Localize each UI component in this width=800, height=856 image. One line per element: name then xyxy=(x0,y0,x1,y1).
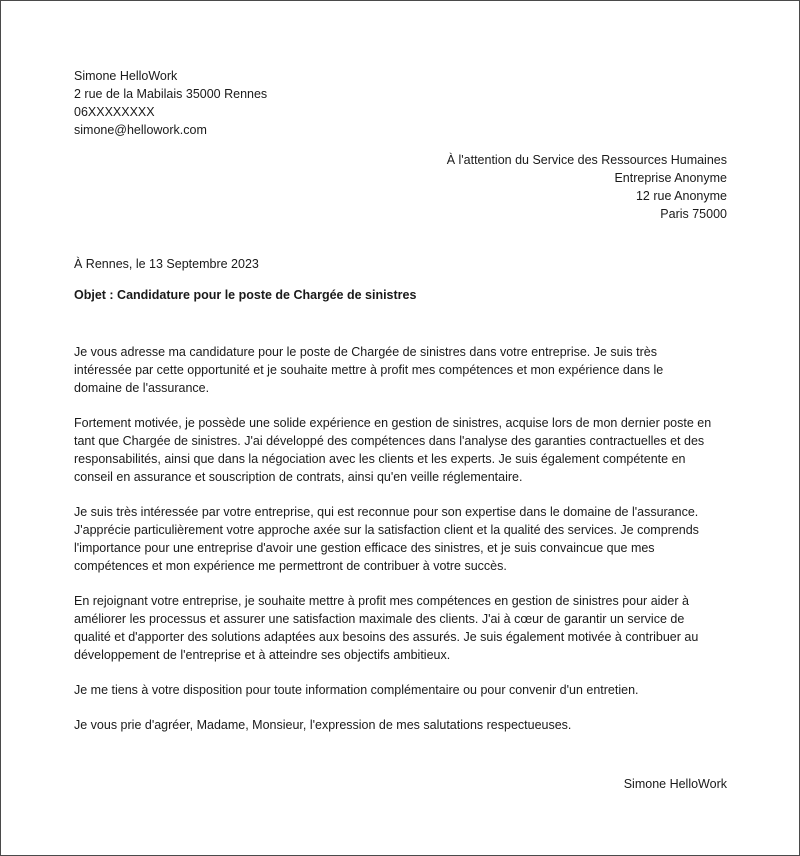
recipient-attention: À l'attention du Service des Ressources Humaines xyxy=(446,153,727,167)
paragraph-line: Je me tiens à votre disposition pour toute information complémentaire ou pour convenir d'un entretien. xyxy=(74,683,639,697)
recipient-block xyxy=(447,151,727,223)
paragraph-line: Je vous prie d'agréer, Madame, Monsieur, l'expression de mes salutations respectueuses. xyxy=(74,718,572,732)
body-paragraph xyxy=(74,343,734,397)
paragraph-line: responsabilités, ainsi que dans la négociation avec les clients et les experts. Je suis également compétente en xyxy=(74,452,686,466)
paragraph-line: Je suis très intéressée par votre entreprise, qui est reconnue pour son expertise dans le domaine de l'assurance. xyxy=(74,505,699,519)
paragraph-line: Fortement motivée, je possède une solide expérience en gestion de sinistres, acquise lors de mon dernier poste en xyxy=(74,416,712,430)
paragraph-line: Je vous adresse ma candidature pour le poste de Chargée de sinistres dans votre entreprise. Je suis très xyxy=(74,345,657,359)
sender-email: simone@hellowork.com xyxy=(74,123,207,137)
letter-body xyxy=(74,343,734,751)
sender-phone: 06XXXXXXXX xyxy=(74,105,155,119)
body-paragraph xyxy=(74,681,734,699)
paragraph-line: intéressée par cette opportunité et je souhaite mettre à profit mes compétences et mon expérience dans le xyxy=(74,363,664,377)
paragraph-line: domaine de l'assurance. xyxy=(74,381,210,395)
recipient-company: Entreprise Anonyme xyxy=(614,171,727,185)
paragraph-line: En rejoignant votre entreprise, je souhaite mettre à profit mes compétences en gestion de sinistres pour aider à xyxy=(74,594,689,608)
paragraph-line: qualité et d'apporter des solutions adaptées aux besoins des assurés. Je suis également motivée à contribuer au xyxy=(74,630,699,644)
body-paragraph xyxy=(74,716,734,734)
paragraph-line: améliorer les processus et assurer une satisfaction maximale des clients. J'ai à cœur de garantir un service de xyxy=(74,612,685,626)
paragraph-line: tant que Chargée de sinistres. J'ai développé des compétences dans l'analyse des garanties contractuelles et des xyxy=(74,434,705,448)
body-paragraph xyxy=(74,503,734,575)
sender-name: Simone HelloWork xyxy=(74,69,178,83)
letter-subject: Objet : Candidature pour le poste de Chargée de sinistres xyxy=(74,288,417,302)
body-paragraph xyxy=(74,414,734,486)
paragraph-line: compétences et mon expérience me permettront de contribuer à votre succès. xyxy=(74,559,507,573)
signature: Simone HelloWork xyxy=(623,777,727,791)
sender-block xyxy=(74,67,267,139)
sender-address: 2 rue de la Mabilais 35000 Rennes xyxy=(74,87,268,101)
paragraph-line: l'importance pour une entreprise d'avoir une gestion efficace des sinistres, et je suis convaincue que mes xyxy=(74,541,655,555)
body-paragraph xyxy=(74,592,734,664)
recipient-street: 12 rue Anonyme xyxy=(635,189,727,203)
paragraph-line: développement de l'entreprise et à atteindre ses objectifs ambitieux. xyxy=(74,648,451,662)
letter-date: À Rennes, le 13 Septembre 2023 xyxy=(74,257,259,271)
paragraph-line: J'apprécie particulièrement votre approche axée sur la satisfaction client et la qualité des services. Je comprends xyxy=(74,523,699,537)
recipient-city: Paris 75000 xyxy=(660,207,727,221)
paragraph-line: conseil en assurance et souscription de contrats, ainsi qu'en veille réglementaire. xyxy=(74,470,523,484)
